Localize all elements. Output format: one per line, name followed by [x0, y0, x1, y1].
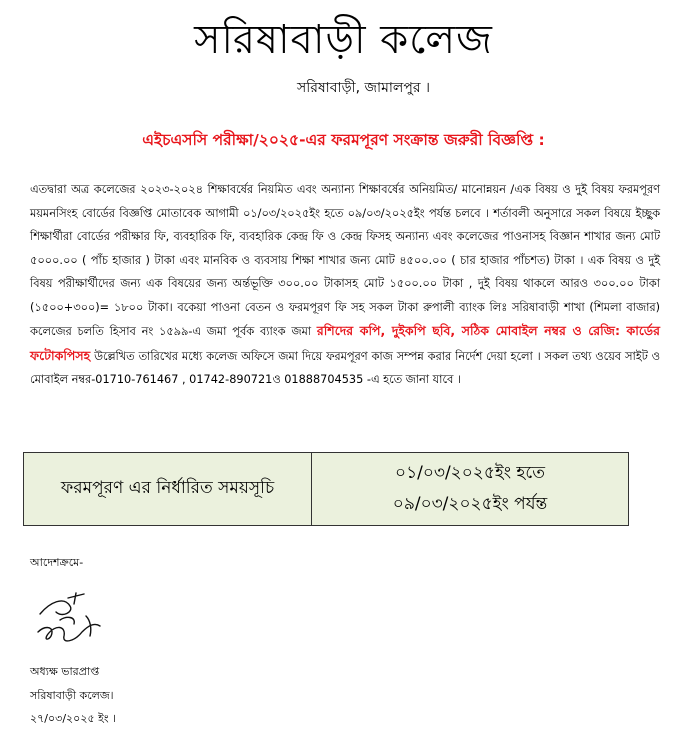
- signer-org: সরিষাবাড়ী কলেজ।: [30, 688, 114, 702]
- college-address: সরিষাবাড়ী, জামালপুর ।: [297, 80, 430, 96]
- signer-title: অধ্যক্ষ ভারপ্রাপ্ত: [30, 665, 100, 678]
- signer-block: [30, 660, 116, 731]
- notice-body-highlight: রশিদের কপি, দুইকপি ছবি, সঠিক মোবাইল নম্বর ও রেজি: কার্ডের ফটোকপিসহ: [30, 323, 660, 363]
- notice-heading: এইচএসসি পরীক্ষা/২০২৫-এর ফরমপূরণ সংক্রান্ত জরুরী বিজ্ঞপ্তি :: [142, 131, 545, 149]
- notice-body-part1: এতদ্বারা অত্র কলেজের ২০২৩-২০২৪ শিক্ষাবর্ষের নিয়মিত এবং অন্যান্য শিক্ষাবর্ষের অনিয়মিত/ মানোন্নয়ন /এক বিষয় ও দুই বিষয় ফরমপূরণ ময়মনসিংহ বোর্ডের বিজ্ঞপ্তি মোতাবেক আগামী ০১/০৩/২০২৫ইং হতে ০৯/০৩/২০২৫ইং পর্যন্ত চলবে । শর্তাবলী অনুসারে সকল বিষয়ে ইচ্ছুক শিক্ষার্থীরা বোর্ডের পরীক্ষার ফি, ব্যবহারিক ফি, ব্যবহারিক কেন্দ্র ফি ও কেন্দ্র ফিসহ অন্যান্য এবং কলেজের পাওনাসহ বিজ্ঞান শাখার জন্য মোট ৫০০০.০০ ( পাঁচ হাজার ) টাকা এবং মানবিক ও ব্যবসায় শিক্ষা শাখার জন্য মোট ৪৫০০.০০ ( চার হাজার পাঁচশত) টাকা । এক বিষয় ও দুই বিষয় পরীক্ষার্থীদের জন্য এক বিষয়ের জন্য অর্ন্তভূক্তি ৩০০.০০ টাকাসহ মোট ১৫০০.০০ টাকা , দুই বিষয় থাকলে আরও ৩০০.০০ টাকা (১৫০০+৩০০)= ১৮০০ টাকা। বকেয়া পাওনা বেতন ও ফরমপূরণ ফি সহ সকল টাকা রুপালী ব্যাংক লিঃ সরিষাবাড়ী শাখা (শিমলা বাজার) কলেজের চলতি হিসাব নং ১৫৯৯-এ জমা পূর্বক ব্যাংক জমা: [30, 183, 660, 338]
- schedule-label: ফরমপূরণ এর নির্ধারিত সময়সূচি: [24, 453, 312, 525]
- order-text: আদেশক্রমে-: [30, 556, 84, 569]
- schedule-dates: [312, 453, 628, 525]
- signature-image: [30, 592, 110, 650]
- schedule-date-to: ০৯/০৩/২০২৫ইং পর্যন্ত: [392, 494, 548, 514]
- notice-body: [30, 178, 660, 392]
- schedule-date-from: ০১/০৩/২০২৫ইং হতে: [395, 463, 545, 483]
- schedule-table: [23, 452, 629, 526]
- notice-date: ২৭/০৩/২০২৫ ইং ।: [30, 712, 116, 725]
- notice-body-part2: উল্লেখিত তারিখের মধ্যে কলেজ অফিসে জমা দিয়ে ফরমপূরণ কাজ সম্পন্ন করার নির্দেশ দেয়া হলো । সকল তথ্য ওয়েব সাইট ও মোবাইল নম্বর-01710-761467 , 01742-890721ও 01888704535 -এ হতে জানা যাবে ।: [30, 349, 660, 386]
- college-title: সরিষাবাড়ী কলেজ: [194, 17, 493, 63]
